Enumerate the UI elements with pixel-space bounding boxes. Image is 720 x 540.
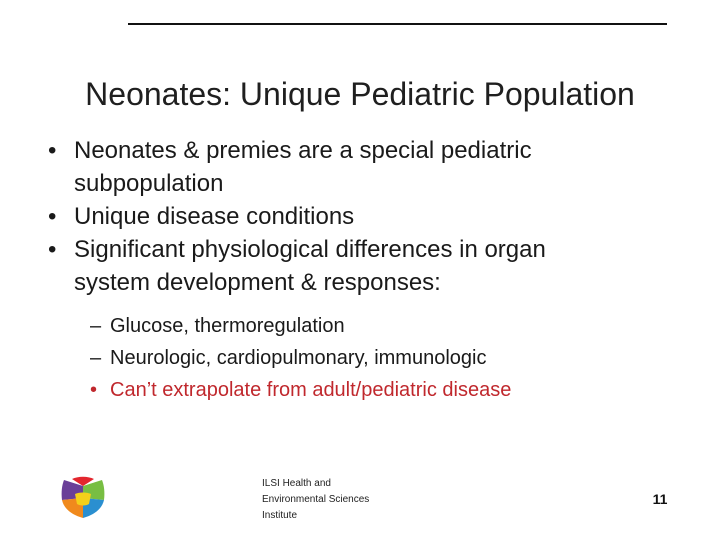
sub-bullet-list <box>48 310 688 406</box>
bullet-text-line: system development & responses: <box>74 269 441 296</box>
bullet-marker: • <box>48 137 57 164</box>
slide-title: Neonates: Unique Pediatric Population <box>85 76 635 112</box>
sub-bullet-text: Neurologic, cardiopulmonary, immunologic <box>110 347 487 369</box>
bullet-item <box>48 134 688 200</box>
page-number: 11 <box>652 491 668 507</box>
footer-org-line: Institute <box>262 510 298 521</box>
bullet-text-line: Neonates & premies are a special pediatric <box>74 137 532 164</box>
bullet-text-line: Significant physiological differences in organ <box>74 236 546 263</box>
sub-bullet-item <box>90 310 688 342</box>
dash-marker: – <box>90 347 102 369</box>
slide-body <box>48 134 688 406</box>
footer-organization-name <box>262 476 422 524</box>
bullet-item <box>48 233 688 299</box>
footer-org-line: ILSI Health and <box>262 478 331 489</box>
highlighted-sub-bullet-text: Can’t extrapolate from adult/pediatric disease <box>110 379 512 401</box>
sub-bullet-text: Glucose, thermoregulation <box>110 315 345 337</box>
top-rule-divider <box>128 23 667 25</box>
bullet-text-line: subpopulation <box>74 170 224 197</box>
bullet-text-line: Unique disease conditions <box>74 203 355 230</box>
bullet-marker: • <box>48 236 57 263</box>
dash-marker: – <box>90 315 102 337</box>
bullet-marker: • <box>90 379 98 401</box>
sub-bullet-item <box>90 342 688 374</box>
bullet-item <box>48 200 688 233</box>
bullet-marker: • <box>48 203 57 230</box>
footer-org-line: Environmental Sciences <box>262 494 370 505</box>
ilsi-hesi-shield-logo-icon <box>58 474 108 520</box>
highlighted-sub-bullet-item <box>90 374 688 406</box>
